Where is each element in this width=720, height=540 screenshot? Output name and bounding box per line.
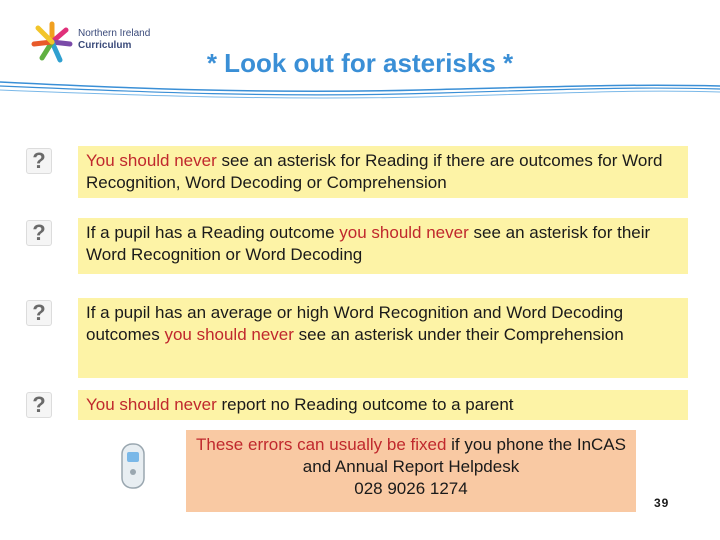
phone-icon [118,440,148,492]
page-title: * Look out for asterisks * [206,48,514,78]
tip-box [78,390,688,420]
help-text: if you phone the InCAS and Annual Report Helpdesk [302,435,626,476]
helpdesk-box [186,430,636,512]
tip-text: If a pupil has an average or high Word Recognition and Word Decoding outcomes [86,303,624,344]
page-number: 39 [654,496,670,510]
help-phone-number: 028 9026 1274 [354,479,468,498]
help-highlight: These errors can usually be fixed [196,435,447,454]
logo-line-2: Curriculum [78,40,132,51]
tip-text: If a pupil has a Reading outcome [86,223,340,242]
decorative-wave [0,78,720,108]
logo-line-1: Northern Ireland [78,28,151,39]
tip-box [78,146,688,198]
tip-highlight: You should never [86,151,217,170]
tip-text: see an asterisk under their Comprehension [293,325,624,344]
question-mark-icon: ? [26,148,52,174]
question-mark-icon: ? [26,220,52,246]
tip-text: report no Reading outcome to a parent [216,395,514,414]
tip-highlight: you should never [339,223,469,242]
tip-text: see an asterisk for their Word Recognition or Word Decoding [86,223,651,264]
tip-highlight: You should never [86,395,217,414]
tip-box [78,218,688,274]
question-mark-icon: ? [26,300,52,326]
tip-box [78,298,688,378]
question-mark-icon: ? [26,392,52,418]
tip-highlight: you should never [164,325,294,344]
tip-text: see an asterisk for Reading if there are outcomes for Word Recognition, Word Decoding or Comprehension [86,151,663,192]
